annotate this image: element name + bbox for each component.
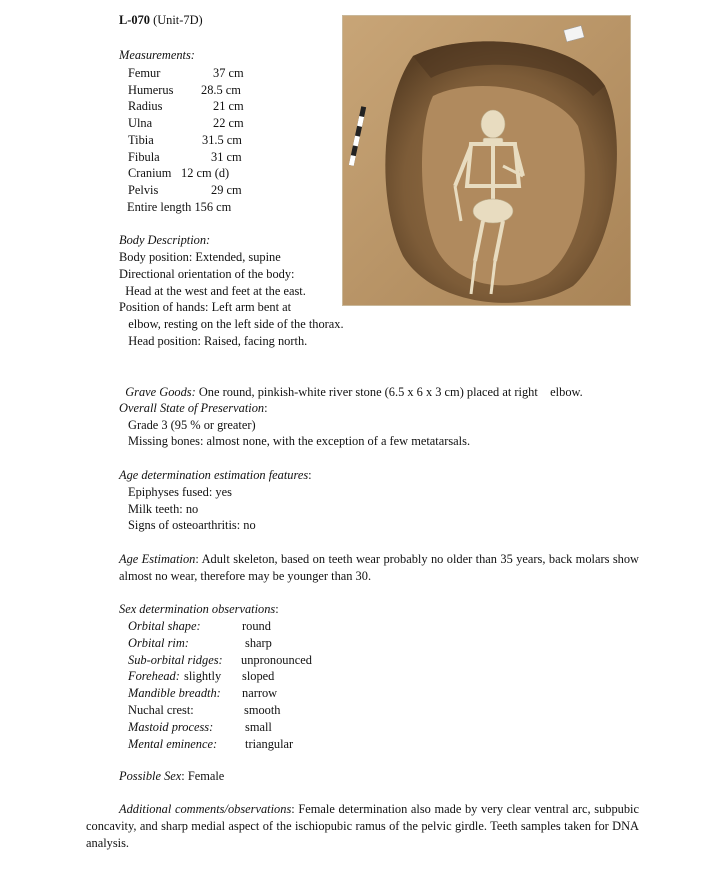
sex-observation-key: Mental eminence:	[128, 736, 218, 751]
age-features-colon: :	[308, 468, 312, 482]
measurement-value: 22 cm	[213, 116, 244, 130]
measurement-name: Femur	[128, 66, 161, 80]
body-description-line-6: Head position: Raised, facing north.	[119, 334, 308, 348]
sex-observation-row	[128, 719, 348, 736]
sex-observations-heading	[119, 601, 279, 618]
record-header	[119, 12, 203, 29]
measurement-name: Radius	[128, 99, 163, 113]
sex-observations-colon: :	[275, 602, 279, 616]
measurement-value: 29 cm	[211, 183, 242, 197]
sex-observation-key-extra: slightly	[184, 669, 222, 684]
body-description-line-2: Directional orientation of the body:	[119, 267, 295, 281]
sex-observation-row	[128, 635, 348, 652]
measurement-name: Pelvis	[128, 183, 159, 197]
body-description-line-3: Head at the west and feet at the east.	[119, 284, 306, 298]
measurement-row	[128, 132, 318, 149]
measurement-value: 28.5 cm	[201, 83, 241, 97]
sex-observation-key: Mandible breadth:	[128, 686, 221, 701]
sex-observation-row	[128, 736, 348, 753]
sex-observation-value: round	[242, 619, 271, 633]
sex-observation-row	[128, 618, 348, 635]
age-estimation	[119, 551, 639, 585]
measurement-value: 21 cm	[213, 99, 244, 113]
age-estimation-label: Age Estimation	[119, 552, 196, 566]
possible-sex-label: Possible Sex	[119, 769, 182, 783]
measurement-name: Humerus	[128, 83, 174, 97]
body-description-line-4: Position of hands: Left arm bent at	[119, 300, 292, 314]
preservation-heading	[119, 400, 268, 417]
grave-goods-text: One round, pinkish-white river stone (6.5 x 6 x 3 cm) placed at right elbow.	[195, 384, 583, 399]
measurement-row	[128, 65, 318, 82]
measurement-row	[128, 149, 318, 166]
preservation-line-1: Grade 3 (95 % or greater)	[128, 418, 256, 432]
measurement-name: Fibula	[128, 150, 160, 164]
record-unit: (Unit-7D)	[153, 13, 203, 27]
measurement-value: 31 cm	[211, 150, 242, 164]
preservation-heading-text: Overall State of Preservation	[119, 401, 265, 415]
measurement-row	[128, 115, 318, 132]
sex-observation-value: sloped	[242, 669, 275, 684]
measurement-name: Cranium	[128, 166, 172, 180]
age-feature-3: Signs of osteoarthritis: no	[128, 518, 256, 532]
measurement-row	[128, 165, 318, 182]
measurement-value: 31.5 cm	[202, 133, 242, 147]
sex-observation-value: triangular	[245, 736, 294, 751]
record-id: L-070	[119, 13, 150, 27]
sex-observation-value: smooth	[244, 703, 281, 717]
preservation-colon: :	[264, 401, 268, 415]
age-features-heading-text: Age determination estimation features	[119, 468, 309, 482]
sex-observation-row	[128, 702, 348, 719]
sex-observation-key: Orbital rim:	[128, 635, 189, 650]
sex-observation-row	[128, 668, 348, 685]
measurement-row	[128, 82, 318, 99]
age-feature-1: Epiphyses fused: yes	[128, 485, 232, 499]
sex-observation-row	[128, 652, 348, 669]
grave-goods	[119, 367, 583, 401]
sex-observation-key: Forehead:	[128, 669, 180, 684]
age-features-heading	[119, 467, 312, 484]
measurement-value: 37 cm	[213, 66, 244, 80]
sex-observation-key: Sub-orbital ridges:	[128, 652, 223, 667]
entire-length: Entire length 156 cm	[127, 200, 232, 214]
additional-comments	[86, 801, 639, 851]
measurement-row	[128, 182, 318, 199]
possible-sex-text: : Female	[181, 769, 225, 783]
age-feature-2: Milk teeth: no	[128, 502, 199, 516]
age-estimation-text: : Adult skeleton, based on teeth wear probably no older than 35 years, back molars show almost no wear, therefore may be younger than 30.	[119, 552, 639, 583]
body-description-heading: Body Description:	[119, 233, 211, 247]
sex-observations-heading-text: Sex determination observations	[119, 602, 276, 616]
sex-observation-value: sharp	[245, 635, 272, 650]
measurement-row	[128, 98, 318, 115]
sex-observation-key: Mastoid process:	[128, 719, 214, 734]
additional-comments-text: : Female determination also made by very clear ventral arc, subpubic concavity, and sharp medial aspect of the ischiopubic ramus of the pelvic girdle. Teeth samples taken for DNA analysis.	[86, 802, 639, 850]
additional-comments-label: Additional comments/observations	[119, 802, 292, 816]
measurement-value: 12 cm (d)	[181, 166, 230, 180]
grave-goods-label: Grave Goods:	[125, 384, 196, 399]
sex-observation-row	[128, 685, 348, 702]
sex-observation-value: unpronounced	[241, 652, 312, 667]
possible-sex	[119, 768, 224, 785]
preservation-line-2: Missing bones: almost none, with the exception of a few metatarsals.	[128, 434, 471, 448]
excavation-photo	[342, 15, 631, 306]
sex-observation-value: narrow	[242, 686, 278, 701]
sex-observation-key: Nuchal crest:	[128, 703, 194, 717]
measurement-name: Tibia	[128, 133, 154, 147]
measurements-heading: Measurements:	[119, 48, 195, 62]
sex-observation-key: Orbital shape:	[128, 619, 201, 633]
body-description-line-5: elbow, resting on the left side of the thorax.	[119, 317, 344, 331]
measurement-name: Ulna	[128, 116, 153, 130]
sex-observation-value: small	[245, 719, 272, 734]
body-description-line-1: Body position: Extended, supine	[119, 250, 281, 264]
